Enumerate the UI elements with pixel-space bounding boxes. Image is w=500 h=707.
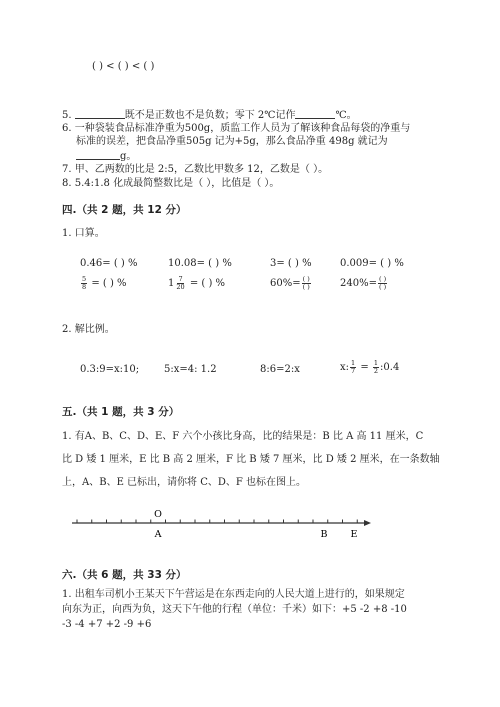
calc-item: 10.08= ( ) % (168, 258, 232, 269)
point-e-label: E (350, 529, 358, 540)
answer-blank[interactable] (75, 108, 125, 119)
calc-item: 0.009= ( ) % (340, 258, 404, 269)
calc-item: 0.46= ( ) % (80, 258, 138, 269)
fraction: $\frac{( )}{( )}$ (302, 275, 310, 291)
q5-suffix: ℃。 (335, 110, 357, 121)
point-a-label: A (154, 529, 162, 540)
origin-label: O (154, 509, 162, 520)
point-b-label: B (320, 529, 328, 540)
question-6-line2: 标准的误差，把食品净重505g 记为+5g，那么食品净重 498g 就记为 (76, 136, 388, 147)
axis-arrow (364, 520, 371, 526)
proportion-item: 0.3:9=x:10; (80, 364, 140, 375)
fraction: $\frac{1}{2}$ (373, 359, 379, 375)
answer-blank[interactable] (76, 149, 120, 160)
fraction: $\frac{1}{7}$ (351, 359, 356, 375)
q5-number: 5. (62, 110, 75, 121)
axis-ticks (77, 520, 357, 524)
calc-item: 3= ( ) % (270, 258, 312, 269)
proportion-item: 5:x=4: 1.2 (164, 364, 217, 375)
section-5-line2: 比 D 矮 1 厘米，E 比 B 高 2 厘米，F 比 B 矮 7 厘米，比 D 矮 2 厘米，在一条数轴 (62, 454, 440, 465)
question-6-line1: 6. 一种袋装食品标准净重为500g，质监工作人员为了解该种食品每袋的净重与 (62, 123, 411, 134)
fraction: $\frac{5}{8}$ (82, 275, 87, 291)
section-5-title: 五.（共 1 题，共 3 分） (62, 406, 180, 418)
q6-suffix: g。 (120, 151, 137, 162)
fraction: $\frac{( )}{( )}$ (378, 275, 387, 291)
calc-item: 240%= $\frac{( )}{( )}$ (340, 275, 387, 291)
section-5-line3: 上，A、B、E 已标出，请你将 C、D、F 也标在图上。 (62, 477, 307, 488)
calc-item: $\frac{5}{8}$ = ( ) % (82, 275, 127, 291)
question-6-line3 (76, 149, 136, 163)
proportion-item: x: $\frac{1}{7}$ = $\frac{1}{2}$ :0.4 (340, 359, 400, 375)
section-5-line1: 1. 有A、B、C、D、E、F 六个小孩比身高，比的结果是：B 比 A 高 11 厘米，C (62, 431, 424, 442)
calc-item: 1 $\frac{7}{20}$ = ( ) % (168, 275, 226, 291)
question-5 (62, 108, 357, 122)
fraction: $\frac{7}{20}$ (176, 275, 185, 291)
proportion-item: 8:6=2:x (260, 364, 300, 375)
q5-text: 既不是正数也不是负数；零下 2℃记作 (124, 110, 296, 121)
section-6-title: 六.（共 6 题，共 33 分） (62, 569, 187, 581)
question-8: 8. 5.4:1.8 化成最简整数比是（ ），比值是（ ）。 (62, 178, 280, 189)
answer-blank[interactable] (295, 108, 335, 119)
section-4-q1-label: 1. 口算。 (62, 228, 105, 239)
comparison-blanks: ( ) < ( ) < ( ) (92, 61, 155, 72)
section-4-q2-label: 2. 解比例。 (62, 324, 115, 335)
section-6-line2: 向东为正，向西为负，这天下午他的行程（单位：千米）如下：+5 -2 +8 -10 (62, 604, 407, 615)
calc-item: 60%= $\frac{( )}{( )}$ (270, 275, 310, 291)
section-6-line3: -3 -4 +7 +2 -9 +6 (62, 619, 152, 630)
section-4-title: 四.（共 2 题，共 12 分） (62, 204, 187, 216)
section-6-line1: 1. 出租车司机小王某天下午营运是在东西走向的人民大道上进行的，如果规定 (62, 589, 405, 600)
question-7: 7. 甲、乙两数的比是 2:5，乙数比甲数多 12，乙数是（ ）。 (62, 164, 329, 175)
